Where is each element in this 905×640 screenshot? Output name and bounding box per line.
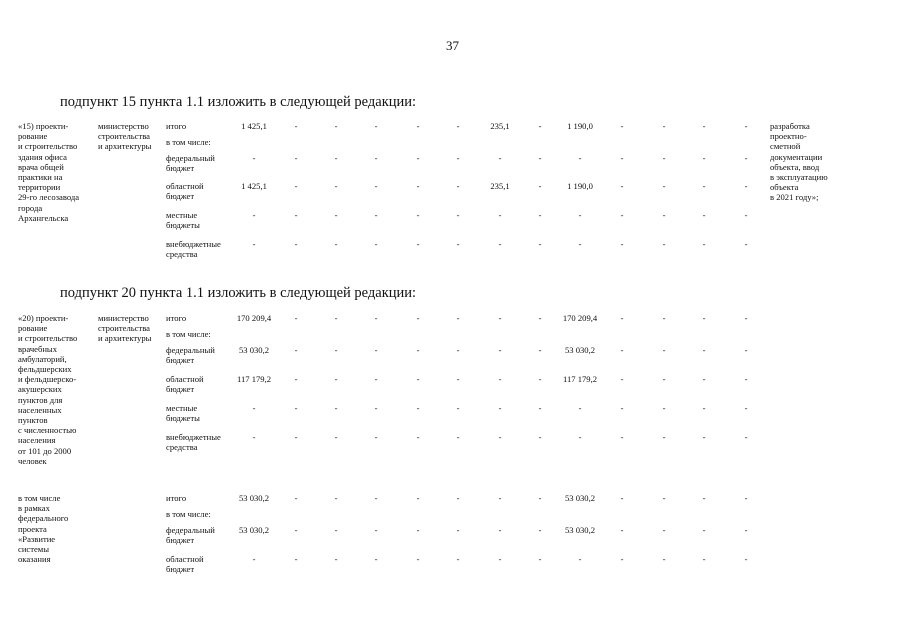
funding-value: - — [744, 374, 748, 384]
section-heading-1: подпункт 15 пункта 1.1 изложить в следующей редакции: — [60, 94, 417, 110]
funding-value: - — [294, 525, 298, 535]
funding-value: - — [702, 432, 706, 442]
funding-value: - — [538, 345, 542, 355]
funding-value: - — [662, 525, 666, 535]
funding-value: 235,1 — [490, 181, 510, 191]
funding-value: - — [744, 239, 748, 249]
funding-source-label: итого — [166, 493, 187, 503]
funding-source-label: итого — [166, 121, 187, 131]
funding-value: - — [416, 525, 420, 535]
funding-value: - — [294, 345, 298, 355]
funding-source-label: в том числе: — [166, 137, 211, 147]
funding-value: - — [334, 239, 338, 249]
funding-value: - — [416, 432, 420, 442]
funding-value: - — [498, 345, 502, 355]
funding-value: - — [662, 554, 666, 564]
funding-value: - — [374, 181, 378, 191]
funding-value: - — [374, 432, 378, 442]
funding-value: - — [334, 345, 338, 355]
funding-value: 170 209,4 — [236, 313, 272, 323]
funding-value: - — [538, 525, 542, 535]
funding-value: 235,1 — [490, 121, 510, 131]
project-description: «20) проекти- рование и строительство врачебных амбулаторий, фельдшерских и фельдшерско- акушерских пунктов для населенных пунктов с численностью населения от 101 до 2000 человек — [18, 313, 78, 466]
funding-value: - — [416, 554, 420, 564]
funding-value: - — [456, 493, 460, 503]
funding-value: - — [662, 432, 666, 442]
funding-value: - — [620, 239, 624, 249]
funding-value: 53 030,2 — [564, 525, 596, 535]
funding-value: - — [456, 313, 460, 323]
funding-row — [18, 345, 878, 373]
funding-value: - — [744, 493, 748, 503]
funding-source-label: областной бюджет — [166, 181, 204, 202]
funding-value: - — [416, 345, 420, 355]
funding-row — [18, 403, 878, 431]
funding-value: - — [294, 403, 298, 413]
funding-value: - — [744, 121, 748, 131]
funding-value: - — [416, 239, 420, 249]
funding-value: - — [702, 121, 706, 131]
funding-value: - — [620, 313, 624, 323]
funding-value: - — [498, 313, 502, 323]
funding-value: - — [578, 239, 582, 249]
expected-result: разработка проектно- сметной документации объекта, ввод в эксплуатацию объекта в 2021 году»; — [770, 121, 828, 203]
funding-value: - — [294, 181, 298, 191]
funding-value: - — [456, 210, 460, 220]
funding-row — [18, 153, 878, 181]
funding-value: - — [416, 313, 420, 323]
funding-value: - — [374, 153, 378, 163]
funding-row — [18, 432, 878, 460]
funding-value: - — [374, 239, 378, 249]
funding-value: - — [702, 493, 706, 503]
funding-value: - — [538, 239, 542, 249]
funding-value: - — [620, 493, 624, 503]
project-description: в том числе в рамках федерального проекта «Развитие системы оказания — [18, 493, 69, 565]
funding-value: - — [374, 210, 378, 220]
funding-value: 117 179,2 — [562, 374, 598, 384]
executor: министерство строительства и архитектуры — [98, 313, 152, 344]
funding-value: - — [498, 493, 502, 503]
funding-row — [18, 239, 878, 267]
funding-value: 170 209,4 — [562, 313, 598, 323]
funding-value: - — [456, 432, 460, 442]
funding-value: - — [538, 121, 542, 131]
funding-value: - — [416, 374, 420, 384]
funding-value: - — [744, 432, 748, 442]
funding-value: - — [620, 554, 624, 564]
funding-value: 1 425,1 — [241, 181, 267, 191]
funding-row — [18, 210, 878, 238]
funding-value: - — [416, 121, 420, 131]
funding-source-label: областной бюджет — [166, 374, 204, 395]
funding-value: 1 425,1 — [241, 121, 267, 131]
funding-value: - — [416, 210, 420, 220]
funding-value: - — [702, 239, 706, 249]
funding-value: - — [416, 403, 420, 413]
funding-source-label: федеральный бюджет — [166, 345, 215, 366]
funding-value: - — [456, 525, 460, 535]
funding-value: - — [702, 345, 706, 355]
funding-value: - — [538, 554, 542, 564]
funding-value: - — [456, 374, 460, 384]
funding-value: - — [498, 403, 502, 413]
funding-value: - — [374, 403, 378, 413]
funding-value: - — [294, 239, 298, 249]
funding-value: - — [498, 239, 502, 249]
funding-value: - — [620, 153, 624, 163]
funding-value: - — [662, 403, 666, 413]
funding-value: - — [294, 210, 298, 220]
funding-value: 53 030,2 — [564, 493, 596, 503]
funding-value: - — [744, 345, 748, 355]
funding-value: - — [252, 239, 256, 249]
funding-value: - — [294, 432, 298, 442]
funding-value: - — [294, 554, 298, 564]
funding-value: - — [456, 554, 460, 564]
funding-value: - — [252, 153, 256, 163]
funding-value: - — [498, 432, 502, 442]
funding-value: - — [498, 153, 502, 163]
section-heading-2: подпункт 20 пункта 1.1 изложить в следующей редакции: — [60, 285, 417, 301]
funding-value: - — [744, 181, 748, 191]
funding-value: - — [456, 181, 460, 191]
funding-value: - — [578, 210, 582, 220]
funding-value: - — [620, 374, 624, 384]
funding-value: - — [744, 554, 748, 564]
funding-value: - — [252, 403, 256, 413]
funding-value: - — [334, 153, 338, 163]
funding-value: - — [374, 345, 378, 355]
funding-value: - — [538, 313, 542, 323]
funding-value: - — [744, 313, 748, 323]
funding-value: - — [456, 403, 460, 413]
funding-value: 1 190,0 — [567, 121, 593, 131]
funding-value: - — [334, 525, 338, 535]
funding-source-label: местные бюджеты — [166, 210, 200, 231]
funding-value: 53 030,2 — [238, 493, 270, 503]
funding-value: - — [374, 121, 378, 131]
funding-value: - — [662, 121, 666, 131]
funding-value: - — [334, 181, 338, 191]
funding-value: - — [498, 525, 502, 535]
funding-value: - — [498, 554, 502, 564]
funding-row — [18, 181, 878, 209]
page-number: 37 — [446, 38, 459, 53]
funding-value: - — [456, 153, 460, 163]
funding-value: - — [252, 554, 256, 564]
funding-value: - — [702, 313, 706, 323]
funding-value: - — [662, 210, 666, 220]
funding-row — [18, 554, 878, 582]
funding-source-label: областной бюджет — [166, 554, 204, 575]
funding-value: - — [744, 210, 748, 220]
funding-value: - — [374, 493, 378, 503]
funding-value: - — [662, 239, 666, 249]
funding-value: - — [702, 153, 706, 163]
funding-value: - — [578, 403, 582, 413]
funding-value: - — [620, 181, 624, 191]
funding-value: - — [538, 374, 542, 384]
funding-value: - — [538, 432, 542, 442]
funding-row — [18, 374, 878, 402]
funding-value: - — [334, 210, 338, 220]
funding-value: - — [620, 432, 624, 442]
funding-value: - — [334, 121, 338, 131]
funding-value: - — [334, 313, 338, 323]
funding-value: - — [662, 345, 666, 355]
funding-source-label: итого — [166, 313, 187, 323]
funding-value: - — [538, 181, 542, 191]
funding-value: - — [456, 121, 460, 131]
funding-value: - — [334, 493, 338, 503]
funding-value: - — [620, 121, 624, 131]
funding-value: - — [620, 345, 624, 355]
funding-value: - — [744, 153, 748, 163]
funding-value: - — [334, 403, 338, 413]
funding-value: 117 179,2 — [236, 374, 272, 384]
funding-value: - — [252, 210, 256, 220]
funding-value: - — [374, 313, 378, 323]
funding-source-label: в том числе: — [166, 509, 211, 519]
funding-value: - — [294, 313, 298, 323]
funding-row — [18, 525, 878, 553]
funding-value: - — [538, 493, 542, 503]
funding-value: - — [744, 403, 748, 413]
funding-value: - — [662, 374, 666, 384]
funding-value: - — [578, 554, 582, 564]
funding-source-label: федеральный бюджет — [166, 525, 215, 546]
funding-value: - — [744, 525, 748, 535]
funding-value: - — [374, 374, 378, 384]
funding-value: - — [702, 554, 706, 564]
funding-value: - — [702, 403, 706, 413]
funding-value: - — [620, 210, 624, 220]
funding-value: - — [702, 374, 706, 384]
funding-source-label: внебюджетные средства — [166, 432, 221, 453]
funding-source-label: в том числе: — [166, 329, 211, 339]
funding-value: - — [374, 525, 378, 535]
funding-value: - — [538, 210, 542, 220]
funding-value: - — [538, 153, 542, 163]
funding-value: - — [702, 181, 706, 191]
funding-value: - — [538, 403, 542, 413]
funding-value: - — [416, 153, 420, 163]
funding-value: 53 030,2 — [564, 345, 596, 355]
funding-value: 53 030,2 — [238, 525, 270, 535]
funding-value: - — [498, 210, 502, 220]
funding-value: - — [334, 554, 338, 564]
funding-value: - — [334, 432, 338, 442]
funding-value: - — [456, 239, 460, 249]
funding-value: - — [498, 374, 502, 384]
funding-value: - — [294, 121, 298, 131]
funding-value: - — [416, 181, 420, 191]
funding-value: - — [702, 525, 706, 535]
funding-value: - — [578, 153, 582, 163]
funding-value: - — [294, 153, 298, 163]
funding-value: - — [334, 374, 338, 384]
funding-value: - — [662, 313, 666, 323]
funding-value: - — [374, 554, 378, 564]
funding-value: - — [662, 153, 666, 163]
funding-value: 1 190,0 — [567, 181, 593, 191]
executor: министерство строительства и архитектуры — [98, 121, 152, 152]
funding-value: - — [252, 432, 256, 442]
funding-value: 53 030,2 — [238, 345, 270, 355]
funding-value: - — [620, 403, 624, 413]
funding-value: - — [294, 493, 298, 503]
funding-value: - — [294, 374, 298, 384]
funding-value: - — [662, 493, 666, 503]
funding-value: - — [620, 525, 624, 535]
funding-source-label: внебюджетные средства — [166, 239, 221, 260]
funding-value: - — [702, 210, 706, 220]
funding-value: - — [578, 432, 582, 442]
funding-source-label: федеральный бюджет — [166, 153, 215, 174]
funding-value: - — [662, 181, 666, 191]
project-description: «15) проекти- рование и строительство здания офиса врача общей практики на территории 29-го лесозавода города Архангельска — [18, 121, 80, 223]
funding-source-label: местные бюджеты — [166, 403, 200, 424]
funding-value: - — [456, 345, 460, 355]
funding-value: - — [416, 493, 420, 503]
